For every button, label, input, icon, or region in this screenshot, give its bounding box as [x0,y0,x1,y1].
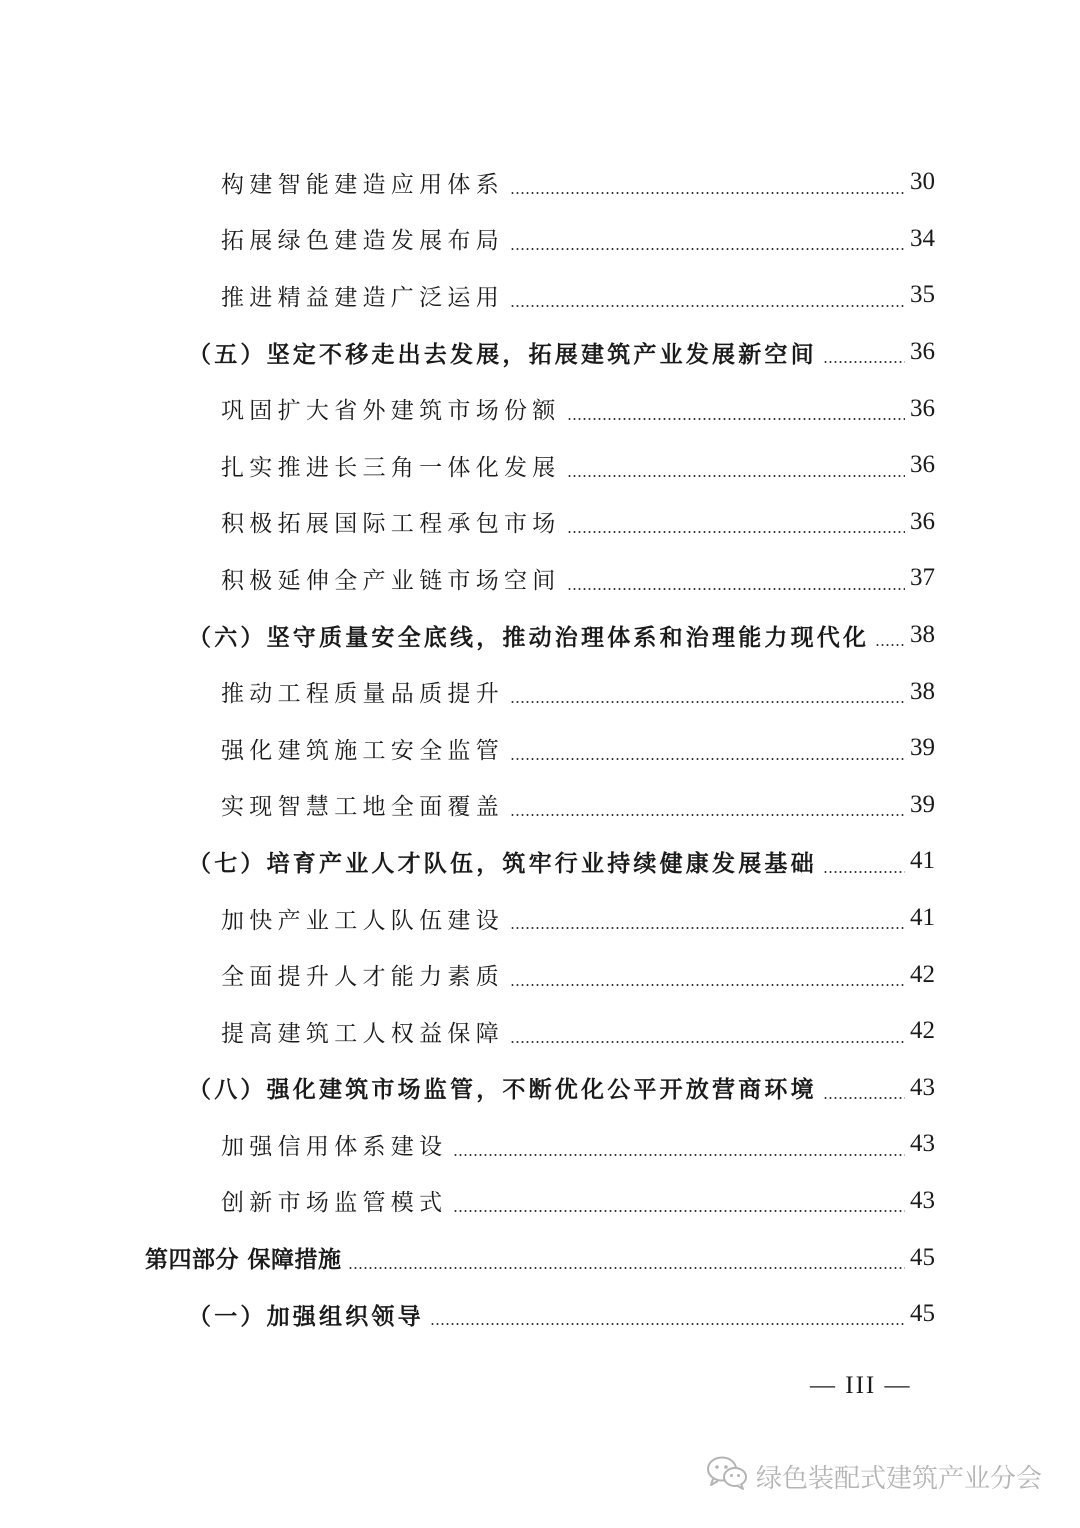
toc-dot-leader [567,531,905,533]
toc-subsection-entry[interactable] [0,1116,1080,1173]
toc-dot-leader [510,192,905,194]
toc-dot-leader [510,984,905,986]
table-of-contents [0,154,1080,1342]
toc-subsection-entry[interactable] [0,1173,1080,1230]
toc-page-number: 38 [910,621,935,649]
toc-entry-title: 第四部分 保障措施 [145,1247,342,1274]
toc-subsection-entry[interactable] [0,267,1080,324]
toc-page-number: 38 [910,677,935,705]
toc-page-number: 35 [910,281,935,309]
toc-page-number: 36 [910,394,935,422]
toc-page-number: 41 [910,904,935,932]
toc-entry-title: 创新市场监管模式 [221,1190,448,1217]
toc-subsection-entry[interactable] [0,1003,1080,1060]
toc-dot-leader [453,1154,905,1156]
toc-page-number: 36 [910,507,935,535]
toc-page-number: 39 [910,734,935,762]
toc-page-number: 39 [910,790,935,818]
toc-section-entry[interactable] [0,833,1080,890]
toc-page-number: 43 [910,1130,935,1158]
toc-part-heading[interactable] [0,1229,1080,1286]
toc-entry-title: （八）强化建筑市场监管，不断优化公平开放营商环境 [188,1076,817,1104]
toc-page-number: 42 [910,960,935,988]
toc-page-number: 41 [910,847,935,875]
toc-section-entry[interactable] [0,324,1080,381]
toc-dot-leader [823,361,905,363]
toc-entry-title: 提高建筑工人权益保障 [221,1020,504,1047]
wechat-icon [706,1455,748,1498]
toc-dot-leader [510,927,905,929]
toc-subsection-entry[interactable] [0,211,1080,268]
toc-page-number: 36 [910,338,935,366]
toc-dot-leader [823,1097,905,1099]
toc-dot-leader [875,644,905,646]
toc-dot-leader [567,588,905,590]
toc-subsection-entry[interactable] [0,946,1080,1003]
toc-section-entry[interactable] [0,1060,1080,1117]
toc-entry-title: 加快产业工人队伍建设 [221,907,504,934]
toc-dot-leader [510,701,905,703]
toc-subsection-entry[interactable] [0,380,1080,437]
toc-page-number: 43 [910,1186,935,1214]
toc-entry-title: 积极延伸全产业链市场空间 [221,567,561,594]
toc-entry-title: （一）加强组织领导 [188,1302,424,1330]
toc-page-number: 45 [910,1300,935,1328]
watermark [706,1455,1042,1498]
toc-dot-leader [567,475,905,477]
toc-subsection-entry[interactable] [0,777,1080,834]
toc-dot-leader [348,1267,905,1269]
toc-entry-title: 加强信用体系建设 [221,1133,448,1160]
toc-page-number: 43 [910,1073,935,1101]
toc-page-number: 36 [910,451,935,479]
toc-dot-leader [823,871,905,873]
toc-entry-title: 推进精益建造广泛运用 [221,284,504,311]
toc-section-entry[interactable] [0,607,1080,664]
toc-subsection-entry[interactable] [0,154,1080,211]
toc-subsection-entry[interactable] [0,663,1080,720]
toc-page-number: 30 [910,168,935,196]
toc-dot-leader [567,418,905,420]
toc-entry-title: 强化建筑施工安全监管 [221,737,504,764]
toc-dot-leader [510,758,905,760]
toc-subsection-entry[interactable] [0,720,1080,777]
toc-entry-title: 推动工程质量品质提升 [221,681,504,708]
toc-subsection-entry[interactable] [0,890,1080,947]
toc-entry-title: 积极拓展国际工程承包市场 [221,511,561,538]
toc-subsection-entry[interactable] [0,494,1080,551]
toc-entry-title: （六）坚守质量安全底线，推动治理体系和治理能力现代化 [188,623,870,651]
watermark-text: 绿色装配式建筑产业分会 [756,1464,1043,1494]
toc-entry-title: （五）坚定不移走出去发展，拓展建筑产业发展新空间 [188,340,817,368]
toc-page-number: 34 [910,224,935,252]
toc-subsection-entry[interactable] [0,437,1080,494]
toc-entry-title: 实现智慧工地全面覆盖 [221,794,504,821]
toc-entry-title: 巩固扩大省外建筑市场份额 [221,398,561,425]
toc-dot-leader [510,248,905,250]
toc-dot-leader [510,305,905,307]
toc-dot-leader [453,1210,905,1212]
toc-page-number: 37 [910,564,935,592]
toc-page-number: 42 [910,1017,935,1045]
toc-dot-leader [510,1041,905,1043]
page-number: — III — [810,1372,912,1399]
toc-entry-title: 扎实推进长三角一体化发展 [221,454,561,481]
toc-entry-title: 全面提升人才能力素质 [221,964,504,991]
toc-section-entry[interactable] [0,1286,1080,1343]
toc-entry-title: 拓展绿色建造发展布局 [221,228,504,255]
toc-page-number: 45 [910,1243,935,1271]
toc-entry-title: 构建智能建造应用体系 [221,171,504,198]
toc-entry-title: （七）培育产业人才队伍，筑牢行业持续健康发展基础 [188,849,817,877]
toc-dot-leader [430,1323,905,1325]
toc-dot-leader [510,814,905,816]
toc-subsection-entry[interactable] [0,550,1080,607]
